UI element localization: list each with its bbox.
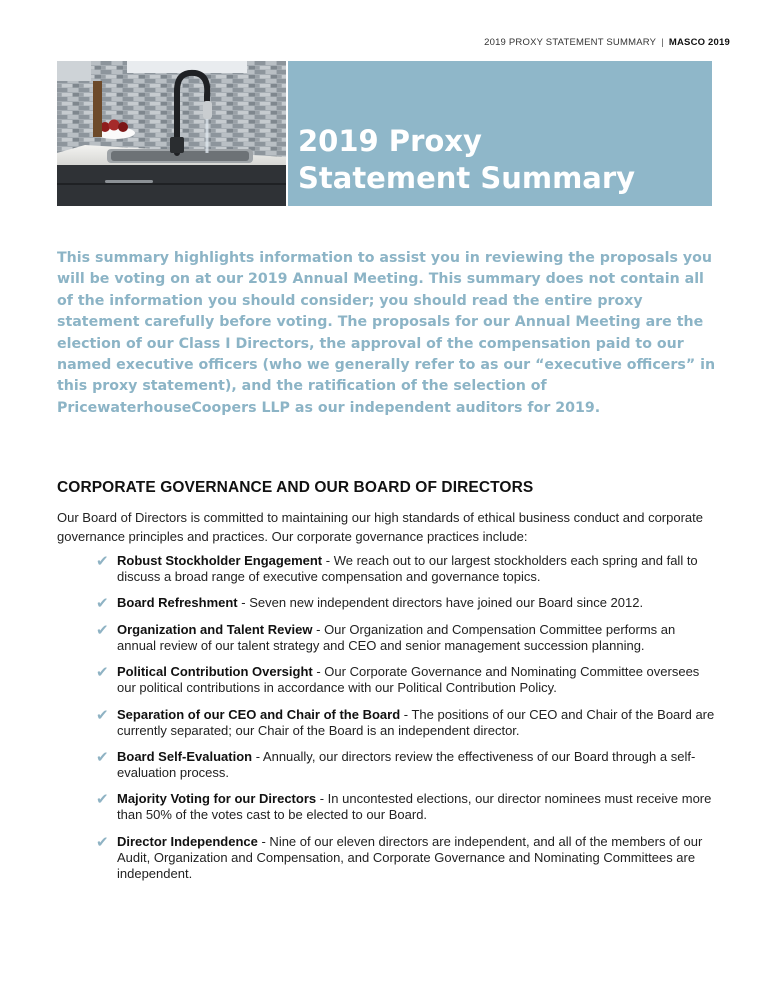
checkmark-icon: ✔ [96, 748, 109, 766]
practice-title: Separation of our CEO and Chair of the Board [117, 706, 401, 722]
practice-item [96, 749, 716, 781]
practice-item [96, 553, 716, 585]
header-brand: MASCO 2019 [668, 37, 730, 48]
practice-text: - Annually, our directors review the effectiveness of our Board through a self-evaluation process. [117, 748, 696, 780]
page-title: 2019 Proxy Statement Summary [298, 124, 636, 195]
practice-item [96, 664, 716, 696]
practice-title: Board Self-Evaluation [117, 748, 253, 764]
practice-text: - Our Corporate Governance and Nominating Committee oversees our political contributions in accordance with our Political Contribution Policy. [117, 664, 700, 696]
practice-title: Robust Stockholder Engagement [117, 553, 323, 568]
practice-title: Majority Voting for our Directors [117, 791, 317, 807]
hero-banner [57, 61, 712, 206]
header-separator: | [661, 37, 664, 48]
practice-text: - Seven new independent directors have joined our Board since 2012. [237, 595, 644, 611]
section-heading: CORPORATE GOVERNANCE AND OUR BOARD OF DIRECTORS [57, 479, 534, 496]
practice-item [96, 707, 716, 739]
practice-text: - The positions of our CEO and Chair of the Board are currently separated; our Chair of the Board is an independent director. [117, 706, 715, 738]
section-intro: Our Board of Directors is committed to maintaining our high standards of ethical business conduct and corporate governance principles and practices. Our corporate governance practices include: [57, 510, 704, 544]
practice-text: - Our Organization and Compensation Committee performs an annual review of our talent strategy and CEO and senior management succession planning. [117, 621, 676, 653]
checkmark-icon: ✔ [96, 791, 109, 809]
practice-text: - In uncontested elections, our director nominees must receive more than 50% of the votes cast to be elected to our Board. [117, 791, 712, 823]
summary-intro: This summary highlights information to assist you in reviewing the proposals you will be voting on at our 2019 Annual Meeting. This summary does not contain all of the information you should consider; you should read the entire proxy statement carefully before voting. The proposals for our Annual Meeting are the election of our Class I Directors, the approval of the compensation paid to our named executive officers (who we generally refer to as our “executive officers” in this proxy statement), and the ratification of the selection of PricewaterhouseCoopers LLP as our independent auditors for 2019. [57, 250, 716, 416]
practice-title: Political Contribution Oversight [117, 664, 313, 680]
practice-item [96, 595, 716, 611]
kitchen-faucet-photo [57, 61, 286, 206]
practice-title: Director Independence [117, 833, 258, 849]
practice-title: Board Refreshment [117, 595, 238, 611]
checkmark-icon: ✔ [96, 621, 109, 639]
governance-practices-list [96, 553, 716, 892]
checkmark-icon: ✔ [96, 595, 109, 613]
practice-text: - We reach out to our largest stockholders each spring and fall to discuss a broad range of executive compensation and governance topics. [117, 553, 698, 584]
practice-item [96, 622, 716, 654]
practice-item [96, 791, 716, 823]
practice-item [96, 834, 716, 882]
header-doc-title: 2019 PROXY STATEMENT SUMMARY [484, 37, 657, 48]
practice-title: Organization and Talent Review [117, 621, 313, 637]
checkmark-icon: ✔ [96, 833, 109, 851]
practice-text: - Nine of our eleven directors are independent, and all of the members of our Audit, Organization and Compensation, and Corporate Governance and Nominating Committees are independent. [117, 833, 703, 881]
checkmark-icon: ✔ [96, 706, 109, 724]
checkmark-icon: ✔ [96, 553, 109, 570]
checkmark-icon: ✔ [96, 664, 109, 682]
kitchen-illustration [57, 61, 286, 206]
running-header [484, 37, 730, 48]
